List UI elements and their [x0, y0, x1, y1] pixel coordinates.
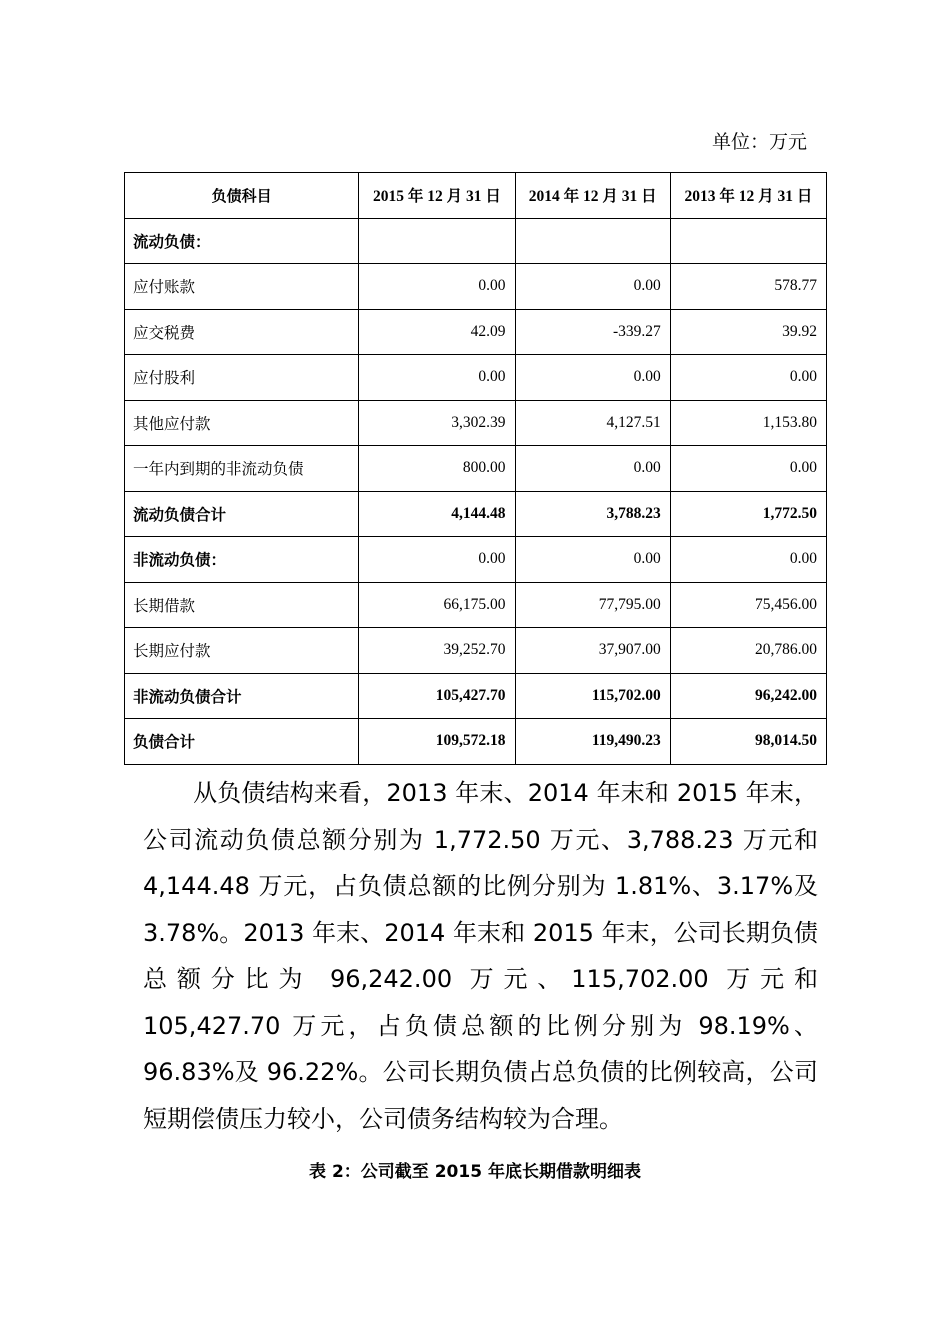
- row-value: 96,242.00: [670, 673, 826, 719]
- row-value: 0.00: [515, 264, 670, 310]
- row-value: 3,788.23: [515, 491, 670, 537]
- row-value: 75,456.00: [670, 582, 826, 628]
- row-value: 119,490.23: [515, 719, 670, 765]
- row-label: 应交税费: [125, 309, 359, 355]
- row-value: 0.00: [359, 264, 515, 310]
- table-row: [125, 264, 827, 310]
- table-row: [125, 218, 827, 264]
- header-2015: 2015 年 12 月 31 日: [359, 173, 515, 219]
- row-value: 39.92: [670, 309, 826, 355]
- table-row: [125, 673, 827, 719]
- row-label: 流动负债：: [125, 218, 359, 264]
- row-value: 109,572.18: [359, 719, 515, 765]
- row-value: 578.77: [670, 264, 826, 310]
- table-caption: 表 2：公司截至 2015 年底长期借款明细表: [309, 1162, 641, 1182]
- row-value: 3,302.39: [359, 400, 515, 446]
- row-label: 长期借款: [125, 582, 359, 628]
- unit-label: 单位：万元: [711, 131, 807, 153]
- header-2013: 2013 年 12 月 31 日: [670, 173, 826, 219]
- table-row: [125, 309, 827, 355]
- paragraph-text: 从负债结构来看，2013 年末、2014 年末和 2015 年末，公司流动负债总额分别为 1,772.50 万元、3,788.23 万元和4,144.48 万元，占负债总额的比例分别为 1.81%、3.17%及3.78%。2013 年末、2014 年末和 2015 年末，公司长期负债总额分比为 96,242.00 万元、115,702.00 万元和 105,427.70 万元，占负债总额的比例分别为 98.19%、96.83%及 96.22%。公司长期负债占总负债的比例较高，公司短期偿债压力较小，公司债务结构较为合理。: [143, 779, 818, 1133]
- row-value: 42.09: [359, 309, 515, 355]
- row-label: 非流动负债：: [125, 537, 359, 583]
- row-label: 应付账款: [125, 264, 359, 310]
- row-label: 其他应付款: [125, 400, 359, 446]
- row-value: 0.00: [515, 537, 670, 583]
- liabilities-table: [124, 172, 827, 765]
- row-label: 应付股利: [125, 355, 359, 401]
- table-row: [125, 491, 827, 537]
- row-value: [359, 218, 515, 264]
- row-value: 0.00: [359, 537, 515, 583]
- row-value: 800.00: [359, 446, 515, 492]
- table-header-row: [125, 173, 827, 219]
- row-value: -339.27: [515, 309, 670, 355]
- row-value: 0.00: [670, 355, 826, 401]
- row-value: 77,795.00: [515, 582, 670, 628]
- row-value: [670, 218, 826, 264]
- row-value: 98,014.50: [670, 719, 826, 765]
- row-label: 流动负债合计: [125, 491, 359, 537]
- row-value: 66,175.00: [359, 582, 515, 628]
- header-item: 负债科目: [125, 173, 359, 219]
- row-value: 20,786.00: [670, 628, 826, 674]
- row-value: 4,144.48: [359, 491, 515, 537]
- row-value: 1,153.80: [670, 400, 826, 446]
- header-2014: 2014 年 12 月 31 日: [515, 173, 670, 219]
- table-row: [125, 537, 827, 583]
- row-value: [515, 218, 670, 264]
- analysis-paragraph: [143, 770, 818, 1142]
- row-value: 4,127.51: [515, 400, 670, 446]
- table-row: [125, 719, 827, 765]
- row-label: 长期应付款: [125, 628, 359, 674]
- row-value: 39,252.70: [359, 628, 515, 674]
- row-value: 115,702.00: [515, 673, 670, 719]
- table-row: [125, 628, 827, 674]
- row-value: 0.00: [670, 537, 826, 583]
- row-value: 0.00: [515, 446, 670, 492]
- row-value: 105,427.70: [359, 673, 515, 719]
- row-value: 0.00: [515, 355, 670, 401]
- table-row: [125, 582, 827, 628]
- row-value: 0.00: [359, 355, 515, 401]
- table-row: [125, 400, 827, 446]
- row-label: 一年内到期的非流动负债: [125, 446, 359, 492]
- row-value: 1,772.50: [670, 491, 826, 537]
- row-label: 非流动负债合计: [125, 673, 359, 719]
- row-value: 37,907.00: [515, 628, 670, 674]
- row-label: 负债合计: [125, 719, 359, 765]
- row-value: 0.00: [670, 446, 826, 492]
- table-row: [125, 355, 827, 401]
- table-row: [125, 446, 827, 492]
